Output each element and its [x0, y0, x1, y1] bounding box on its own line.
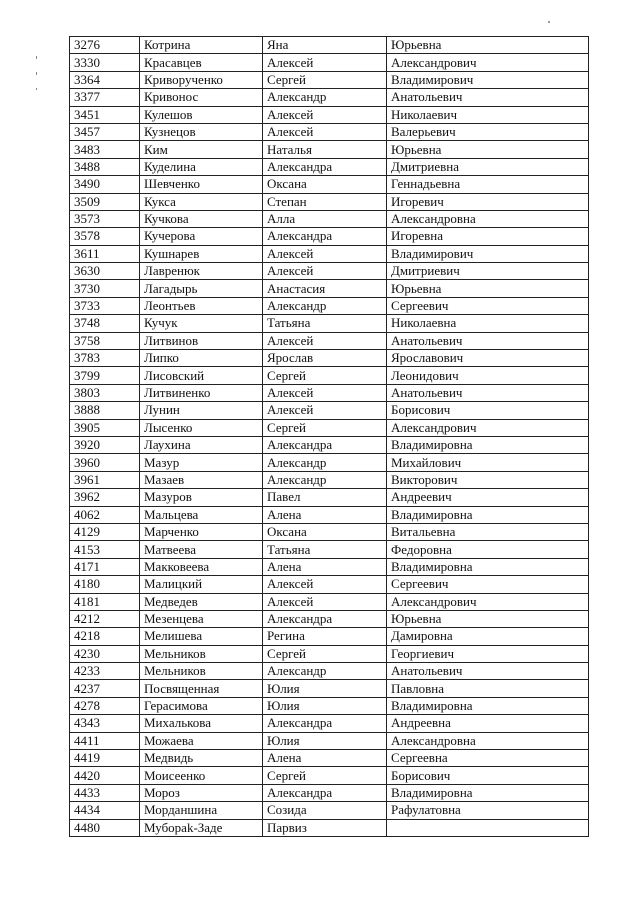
table-row	[70, 263, 589, 280]
record-number-cell: 4233	[70, 663, 140, 680]
surname-cell: Моисеенко	[140, 767, 263, 784]
surname-cell: Кучерова	[140, 228, 263, 245]
record-number-cell: 3783	[70, 350, 140, 367]
record-number-cell: 4153	[70, 541, 140, 558]
given-name-cell: Алла	[263, 210, 387, 227]
table-row	[70, 645, 589, 662]
patronymic-cell: Юрьевна	[387, 141, 589, 158]
patronymic-cell: Игоревич	[387, 193, 589, 210]
table-row	[70, 106, 589, 123]
table-row	[70, 419, 589, 436]
given-name-cell: Александра	[263, 436, 387, 453]
table-row	[70, 176, 589, 193]
surname-cell: Мезенцева	[140, 610, 263, 627]
surname-cell: Макковеева	[140, 558, 263, 575]
record-number-cell: 3573	[70, 210, 140, 227]
table-row	[70, 732, 589, 749]
table-row	[70, 315, 589, 332]
patronymic-cell: Анатольевич	[387, 663, 589, 680]
surname-cell: Малицкий	[140, 576, 263, 593]
record-number-cell: 3961	[70, 471, 140, 488]
given-name-cell: Александр	[263, 471, 387, 488]
surname-cell: Лагадырь	[140, 280, 263, 297]
record-number-cell: 3578	[70, 228, 140, 245]
record-number-cell: 3799	[70, 367, 140, 384]
patronymic-cell: Юрьевна	[387, 610, 589, 627]
given-name-cell: Ярослав	[263, 350, 387, 367]
surname-cell: Лаухина	[140, 436, 263, 453]
record-number-cell: 3509	[70, 193, 140, 210]
surname-cell: Мазур	[140, 454, 263, 471]
record-number-cell: 4230	[70, 645, 140, 662]
surname-cell: Литвиненко	[140, 384, 263, 401]
patronymic-cell: Федоровна	[387, 541, 589, 558]
patronymic-cell: Анатольевич	[387, 89, 589, 106]
table-row	[70, 332, 589, 349]
table-row	[70, 523, 589, 540]
surname-cell: Кулешов	[140, 106, 263, 123]
patronymic-cell: Борисович	[387, 402, 589, 419]
table-row	[70, 454, 589, 471]
surname-cell: Кучкова	[140, 210, 263, 227]
given-name-cell: Сергей	[263, 419, 387, 436]
record-number-cell: 3748	[70, 315, 140, 332]
given-name-cell: Александра	[263, 784, 387, 801]
patronymic-cell: Рафулатовна	[387, 802, 589, 819]
table-row	[70, 802, 589, 819]
surname-cell: Матвеева	[140, 541, 263, 558]
table-row	[70, 663, 589, 680]
given-name-cell: Александра	[263, 228, 387, 245]
given-name-cell: Оксана	[263, 523, 387, 540]
surname-cell: Кукса	[140, 193, 263, 210]
given-name-cell: Алена	[263, 750, 387, 767]
given-name-cell: Сергей	[263, 645, 387, 662]
record-number-cell: 4180	[70, 576, 140, 593]
table-row	[70, 576, 589, 593]
patronymic-cell: Владимировна	[387, 558, 589, 575]
table-row	[70, 228, 589, 245]
table-row	[70, 750, 589, 767]
surname-cell: Литвинов	[140, 332, 263, 349]
given-name-cell: Алексей	[263, 106, 387, 123]
table-row	[70, 715, 589, 732]
surname-cell: Мороз	[140, 784, 263, 801]
patronymic-cell: Владимировна	[387, 784, 589, 801]
record-number-cell: 3888	[70, 402, 140, 419]
patronymic-cell: Игоревна	[387, 228, 589, 245]
table-row	[70, 610, 589, 627]
record-number-cell: 3630	[70, 263, 140, 280]
record-number-cell: 4171	[70, 558, 140, 575]
table-row	[70, 367, 589, 384]
record-number-cell: 4411	[70, 732, 140, 749]
record-number-cell: 3490	[70, 176, 140, 193]
given-name-cell: Алексей	[263, 332, 387, 349]
table-row	[70, 350, 589, 367]
patronymic-cell: Анатольевич	[387, 332, 589, 349]
patronymic-cell: Александровна	[387, 210, 589, 227]
scan-speck	[36, 88, 37, 90]
table-row	[70, 506, 589, 523]
patronymic-cell: Викторович	[387, 471, 589, 488]
given-name-cell: Алексей	[263, 123, 387, 140]
given-name-cell: Александра	[263, 158, 387, 175]
given-name-cell: Юлия	[263, 680, 387, 697]
table-row	[70, 89, 589, 106]
scan-speck	[36, 72, 37, 75]
record-number-cell: 4343	[70, 715, 140, 732]
table-row	[70, 767, 589, 784]
record-number-cell: 3483	[70, 141, 140, 158]
given-name-cell: Александр	[263, 454, 387, 471]
given-name-cell: Сергей	[263, 71, 387, 88]
given-name-cell: Созида	[263, 802, 387, 819]
record-number-cell: 4433	[70, 784, 140, 801]
table-row	[70, 158, 589, 175]
given-name-cell: Парвиз	[263, 819, 387, 836]
surname-cell: Марченко	[140, 523, 263, 540]
patronymic-cell: Михайлович	[387, 454, 589, 471]
given-name-cell: Алексей	[263, 245, 387, 262]
surname-cell: Лавренюк	[140, 263, 263, 280]
patronymic-cell: Сергеевич	[387, 297, 589, 314]
record-number-cell: 3905	[70, 419, 140, 436]
scan-speck	[548, 21, 550, 23]
given-name-cell: Александра	[263, 715, 387, 732]
patronymic-cell: Юрьевна	[387, 37, 589, 54]
table-row	[70, 384, 589, 401]
surname-cell: Кушнарев	[140, 245, 263, 262]
patronymic-cell: Дамировна	[387, 628, 589, 645]
given-name-cell: Алена	[263, 558, 387, 575]
table-row	[70, 193, 589, 210]
given-name-cell: Юлия	[263, 697, 387, 714]
table-row	[70, 123, 589, 140]
table-row	[70, 471, 589, 488]
patronymic-cell: Владимирович	[387, 71, 589, 88]
record-number-cell: 4129	[70, 523, 140, 540]
surname-cell: Лисовский	[140, 367, 263, 384]
given-name-cell: Александр	[263, 663, 387, 680]
surname-cell: Мельников	[140, 645, 263, 662]
given-name-cell: Сергей	[263, 367, 387, 384]
table-row	[70, 628, 589, 645]
given-name-cell: Татьяна	[263, 315, 387, 332]
table-row	[70, 141, 589, 158]
patronymic-cell: Александрович	[387, 54, 589, 71]
record-number-cell: 3457	[70, 123, 140, 140]
surname-cell: Медвидь	[140, 750, 263, 767]
table-row	[70, 558, 589, 575]
surname-cell: Кривонос	[140, 89, 263, 106]
given-name-cell: Наталья	[263, 141, 387, 158]
patronymic-cell: Владимировна	[387, 697, 589, 714]
table-row	[70, 436, 589, 453]
patronymic-cell	[387, 819, 589, 836]
patronymic-cell: Дмитриевна	[387, 158, 589, 175]
given-name-cell: Алексей	[263, 576, 387, 593]
record-number-cell: 4181	[70, 593, 140, 610]
record-number-cell: 3960	[70, 454, 140, 471]
record-number-cell: 3364	[70, 71, 140, 88]
record-number-cell: 3733	[70, 297, 140, 314]
record-number-cell: 3803	[70, 384, 140, 401]
surname-cell: Морданшина	[140, 802, 263, 819]
surname-cell: Куделина	[140, 158, 263, 175]
patronymic-cell: Андреевна	[387, 715, 589, 732]
given-name-cell: Юлия	[263, 732, 387, 749]
surname-cell: Красавцев	[140, 54, 263, 71]
table-row	[70, 71, 589, 88]
record-number-cell: 4434	[70, 802, 140, 819]
given-name-cell: Александр	[263, 89, 387, 106]
patronymic-cell: Анатольевич	[387, 384, 589, 401]
surname-cell: Ким	[140, 141, 263, 158]
record-number-cell: 3330	[70, 54, 140, 71]
table-row	[70, 37, 589, 54]
given-name-cell: Оксана	[263, 176, 387, 193]
table-row	[70, 245, 589, 262]
patronymic-cell: Геннадьевна	[387, 176, 589, 193]
record-number-cell: 3730	[70, 280, 140, 297]
table-row	[70, 541, 589, 558]
surname-cell: Кучук	[140, 315, 263, 332]
given-name-cell: Алексей	[263, 384, 387, 401]
surname-cell: Герасимова	[140, 697, 263, 714]
surname-cell: Михалькова	[140, 715, 263, 732]
table-row	[70, 297, 589, 314]
record-number-cell: 3962	[70, 489, 140, 506]
given-name-cell: Александра	[263, 610, 387, 627]
patronymic-cell: Борисович	[387, 767, 589, 784]
table-row	[70, 280, 589, 297]
patronymic-cell: Николаевна	[387, 315, 589, 332]
record-number-cell: 4419	[70, 750, 140, 767]
surname-cell: Мальцева	[140, 506, 263, 523]
given-name-cell: Алена	[263, 506, 387, 523]
table-row	[70, 680, 589, 697]
patronymic-cell: Леонидович	[387, 367, 589, 384]
record-number-cell: 4212	[70, 610, 140, 627]
patronymic-cell: Андреевич	[387, 489, 589, 506]
given-name-cell: Алексей	[263, 593, 387, 610]
surname-cell: Липко	[140, 350, 263, 367]
record-number-cell: 4420	[70, 767, 140, 784]
table-row	[70, 784, 589, 801]
patronymic-cell: Александрович	[387, 593, 589, 610]
record-number-cell: 4278	[70, 697, 140, 714]
table-row	[70, 54, 589, 71]
scan-speck	[36, 56, 37, 59]
surname-cell: Мазаев	[140, 471, 263, 488]
patronymic-cell: Александрович	[387, 419, 589, 436]
surname-cell: Котрина	[140, 37, 263, 54]
patronymic-cell: Александровна	[387, 732, 589, 749]
surname-cell: Лунин	[140, 402, 263, 419]
record-number-cell: 3488	[70, 158, 140, 175]
table-row	[70, 819, 589, 836]
roster-table-body	[70, 37, 589, 837]
surname-cell: Лысенко	[140, 419, 263, 436]
roster-table	[69, 36, 589, 837]
record-number-cell: 3758	[70, 332, 140, 349]
patronymic-cell: Владимировна	[387, 506, 589, 523]
table-row	[70, 402, 589, 419]
patronymic-cell: Витальевна	[387, 523, 589, 540]
surname-cell: Леонтьев	[140, 297, 263, 314]
table-row	[70, 489, 589, 506]
given-name-cell: Анастасия	[263, 280, 387, 297]
surname-cell: Мазуров	[140, 489, 263, 506]
patronymic-cell: Владимировна	[387, 436, 589, 453]
given-name-cell: Сергей	[263, 767, 387, 784]
surname-cell: Медведев	[140, 593, 263, 610]
patronymic-cell: Георгиевич	[387, 645, 589, 662]
patronymic-cell: Николаевич	[387, 106, 589, 123]
surname-cell: Мельников	[140, 663, 263, 680]
surname-cell: Кузнецов	[140, 123, 263, 140]
surname-cell: Посвященная	[140, 680, 263, 697]
record-number-cell: 3276	[70, 37, 140, 54]
record-number-cell: 3451	[70, 106, 140, 123]
given-name-cell: Степан	[263, 193, 387, 210]
given-name-cell: Алексей	[263, 402, 387, 419]
patronymic-cell: Валерьевич	[387, 123, 589, 140]
patronymic-cell: Сергеевич	[387, 576, 589, 593]
given-name-cell: Татьяна	[263, 541, 387, 558]
given-name-cell: Александр	[263, 297, 387, 314]
given-name-cell: Алексей	[263, 263, 387, 280]
given-name-cell: Регина	[263, 628, 387, 645]
patronymic-cell: Владимирович	[387, 245, 589, 262]
record-number-cell: 4218	[70, 628, 140, 645]
patronymic-cell: Ярославович	[387, 350, 589, 367]
table-row	[70, 210, 589, 227]
record-number-cell: 4062	[70, 506, 140, 523]
given-name-cell: Алексей	[263, 54, 387, 71]
surname-cell: Можаева	[140, 732, 263, 749]
given-name-cell: Яна	[263, 37, 387, 54]
surname-cell: Мелишева	[140, 628, 263, 645]
patronymic-cell: Сергеевна	[387, 750, 589, 767]
patronymic-cell: Юрьевна	[387, 280, 589, 297]
record-number-cell: 4237	[70, 680, 140, 697]
record-number-cell: 4480	[70, 819, 140, 836]
surname-cell: Мубораk-Заде	[140, 819, 263, 836]
patronymic-cell: Павловна	[387, 680, 589, 697]
table-row	[70, 697, 589, 714]
patronymic-cell: Дмитриевич	[387, 263, 589, 280]
surname-cell: Криворученко	[140, 71, 263, 88]
surname-cell: Шевченко	[140, 176, 263, 193]
table-row	[70, 593, 589, 610]
record-number-cell: 3377	[70, 89, 140, 106]
record-number-cell: 3611	[70, 245, 140, 262]
given-name-cell: Павел	[263, 489, 387, 506]
record-number-cell: 3920	[70, 436, 140, 453]
